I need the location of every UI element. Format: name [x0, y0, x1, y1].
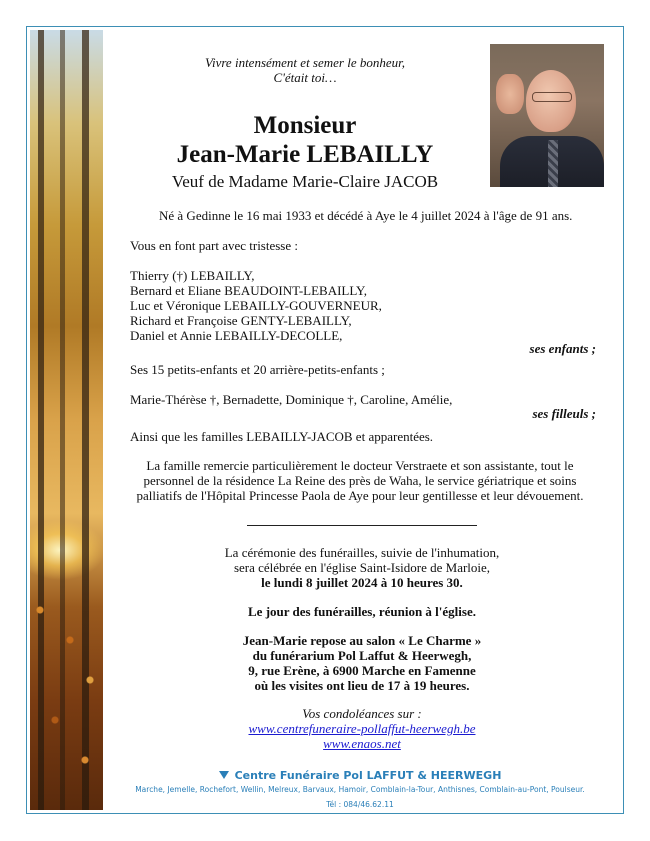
condolences-label: Vos condoléances sur : — [302, 706, 422, 721]
salon-line-3: 9, rue Erène, à 6900 Marche en Famenne — [248, 663, 476, 678]
autumn-forest-image — [30, 30, 103, 810]
quote-line-2: C'était toi… — [273, 70, 337, 85]
spouse-line: Veuf de Madame Marie-Claire JACOB — [171, 172, 439, 191]
salon-line-1: Jean-Marie repose au salon « Le Charme » — [242, 633, 482, 648]
child-1: Thierry (†) LEBAILLY, — [130, 268, 255, 283]
deceased-name: Jean-Marie LEBAILLY — [176, 141, 434, 168]
grandchildren-line: Ses 15 petits-enfants et 20 arrière-petits-enfants ; — [130, 362, 385, 377]
quote-line-1: Vivre intensément et semer le bonheur, — [205, 55, 405, 70]
intro-line: Vous en font part avec tristesse : — [130, 238, 298, 253]
thanks-line-3: palliatifs de l'Hôpital Princesse Paola de Aye pour leur gentillesse et leur dévouement. — [136, 488, 584, 503]
children-label: ses enfants ; — [529, 341, 596, 356]
honorific: Monsieur — [253, 112, 357, 139]
salon-line-4: où les visites ont lieu de 17 à 19 heures. — [254, 678, 470, 693]
godchildren-label: ses filleuls ; — [532, 406, 596, 421]
funeral-center-link[interactable]: www.centrefuneraire-pollaffut-heerwegh.be — [248, 721, 476, 736]
separator-line — [247, 525, 477, 526]
footer-title-row — [110, 766, 610, 784]
salon-line-2: du funérarium Pol Laffut & Heerwegh, — [252, 648, 472, 663]
ceremony-date: le lundi 8 juillet 2024 à 10 heures 30. — [261, 575, 463, 590]
reunion-line: Le jour des funérailles, réunion à l'église. — [248, 604, 476, 619]
footer-phone: Tél : 084/46.62.11 — [326, 800, 394, 809]
footer-locations: Marche, Jemelle, Rochefort, Wellin, Melreux, Barvaux, Hamoir, Comblain-la-Tour, Anthisnes, Comblain-au-Pont, Poulseur. — [135, 785, 585, 794]
godchildren-line: Marie-Thérèse †, Bernadette, Dominique †, Caroline, Amélie, — [130, 392, 453, 407]
child-5: Daniel et Annie LEBAILLY-DECOLLE, — [130, 328, 343, 343]
footer-title: Centre Funéraire Pol LAFFUT & HEERWEGH — [234, 769, 502, 782]
ceremony-line-1: La cérémonie des funérailles, suivie de l'inhumation, — [224, 545, 500, 560]
birth-death-line: Né à Gedinne le 16 mai 1933 et décédé à Aye le 4 juillet 2024 à l'âge de 91 ans. — [159, 208, 573, 223]
child-2: Bernard et Eliane BEAUDOINT-LEBAILLY, — [130, 283, 367, 298]
families-line: Ainsi que les familles LEBAILLY-JACOB et apparentées. — [130, 429, 434, 444]
enaos-link[interactable]: www.enaos.net — [323, 736, 401, 751]
thanks-line-1: La famille remercie particulièrement le docteur Verstraete et son assistante, tout le — [146, 458, 574, 473]
portrait-photo — [490, 44, 604, 187]
ceremony-line-2: sera célébrée en l'église Saint-Isidore de Marloie, — [233, 560, 491, 575]
triangle-down-icon — [219, 771, 229, 779]
child-3: Luc et Véronique LEBAILLY-GOUVERNEUR, — [130, 298, 382, 313]
thanks-line-2: personnel de la résidence La Reine des près de Waha, le service gériatrique et soins — [143, 473, 577, 488]
child-4: Richard et Françoise GENTY-LEBAILLY, — [130, 313, 352, 328]
